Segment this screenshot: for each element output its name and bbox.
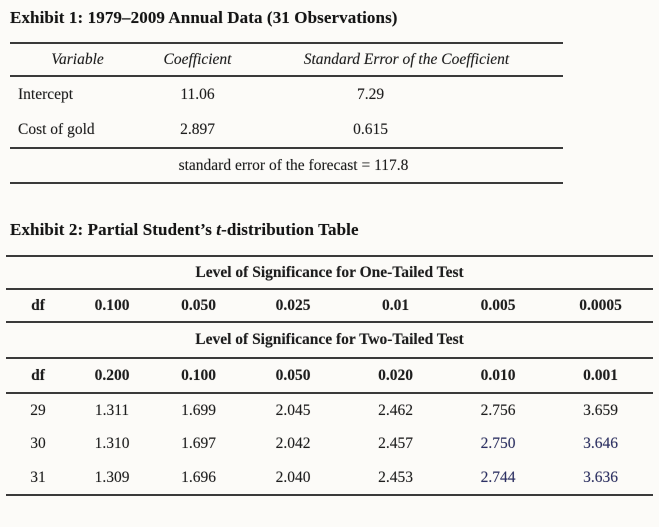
t-row-df29 bbox=[6, 393, 653, 427]
exhibit2-title-suffix: -distribution Table bbox=[221, 220, 359, 239]
sig-level-header: 0.100 bbox=[154, 358, 243, 393]
one-tailed-significance-row bbox=[6, 289, 653, 322]
stderr-cell: 0.615 bbox=[353, 120, 388, 138]
exhibit1-title: Exhibit 1: 1979–2009 Annual Data (31 Observations) bbox=[10, 8, 398, 27]
variable-cell: Cost of gold bbox=[18, 120, 95, 138]
sig-level-header: 0.050 bbox=[154, 289, 243, 322]
t-value-cell: 1.311 bbox=[94, 401, 130, 419]
forecast-stderr-row bbox=[10, 148, 563, 183]
sig-level-header: 0.200 bbox=[70, 358, 154, 393]
exhibit2-title-prefix: Exhibit 2: Partial Student’s bbox=[10, 220, 217, 239]
t-value-cell: 1.696 bbox=[181, 468, 216, 486]
coefficient-cell: 11.06 bbox=[180, 85, 215, 103]
t-distribution-table bbox=[6, 255, 653, 496]
stderr-cell: 7.29 bbox=[356, 85, 385, 103]
t-value-cell: 2.457 bbox=[378, 435, 413, 452]
regression-header-row bbox=[10, 43, 563, 76]
two-tailed-section-label: Level of Significance for Two-Tailed Test bbox=[6, 322, 653, 358]
sig-level-header: 0.025 bbox=[243, 289, 343, 322]
t-row-df30 bbox=[6, 427, 653, 461]
t-value-cell: 2.462 bbox=[378, 401, 413, 419]
one-tailed-section-row bbox=[6, 256, 653, 289]
sig-level-header: 0.01 bbox=[343, 289, 448, 322]
variable-cell: Intercept bbox=[18, 85, 74, 103]
sig-level-header: 0.010 bbox=[448, 358, 548, 393]
t-value-cell: 3.646 bbox=[583, 435, 618, 452]
t-row-df31 bbox=[6, 461, 653, 495]
df-cell: 30 bbox=[30, 435, 46, 452]
t-value-cell: 1.699 bbox=[181, 401, 216, 419]
t-value-cell: 3.659 bbox=[583, 401, 618, 419]
t-value-cell: 2.756 bbox=[480, 401, 516, 419]
df-cell: 31 bbox=[30, 468, 46, 486]
two-tailed-significance-row bbox=[6, 358, 653, 393]
cost-of-gold-row bbox=[10, 112, 563, 148]
t-value-cell: 2.453 bbox=[378, 468, 413, 486]
coefficient-cell: 2.897 bbox=[180, 120, 215, 138]
sig-level-header: 0.100 bbox=[70, 289, 154, 322]
sig-level-header: 0.050 bbox=[243, 358, 343, 393]
stderr-column-header: Standard Error of the Coefficient bbox=[250, 43, 563, 76]
sig-level-header: 0.005 bbox=[448, 289, 548, 322]
t-value-cell: 1.309 bbox=[94, 468, 130, 486]
t-value-cell: 2.045 bbox=[275, 401, 311, 419]
sig-level-header: 0.020 bbox=[343, 358, 448, 393]
sig-level-header: 0.0005 bbox=[548, 289, 653, 322]
coefficient-column-header: Coefficient bbox=[145, 43, 250, 76]
t-value-cell: 2.750 bbox=[480, 435, 516, 452]
exhibit2-title bbox=[10, 219, 659, 240]
t-value-cell: 1.310 bbox=[94, 435, 130, 452]
intercept-row bbox=[10, 76, 563, 112]
exhibit1-regression-table bbox=[10, 42, 563, 184]
variable-column-header: Variable bbox=[10, 43, 145, 76]
forecast-stderr-note: standard error of the forecast = 117.8 bbox=[10, 148, 563, 183]
one-tailed-section-label: Level of Significance for One-Tailed Test bbox=[6, 256, 653, 289]
df-column-header: df bbox=[6, 289, 70, 322]
t-value-cell: 2.040 bbox=[275, 468, 311, 486]
t-value-cell: 2.042 bbox=[275, 435, 311, 452]
t-value-cell: 3.636 bbox=[583, 468, 618, 486]
two-tailed-section-row bbox=[6, 322, 653, 358]
t-value-cell: 2.744 bbox=[480, 468, 516, 486]
t-value-cell: 1.697 bbox=[181, 435, 216, 452]
df-cell: 29 bbox=[30, 401, 46, 419]
sig-level-header: 0.001 bbox=[548, 358, 653, 393]
t-italic-letter: t bbox=[216, 220, 222, 239]
df-column-header: df bbox=[6, 358, 70, 393]
